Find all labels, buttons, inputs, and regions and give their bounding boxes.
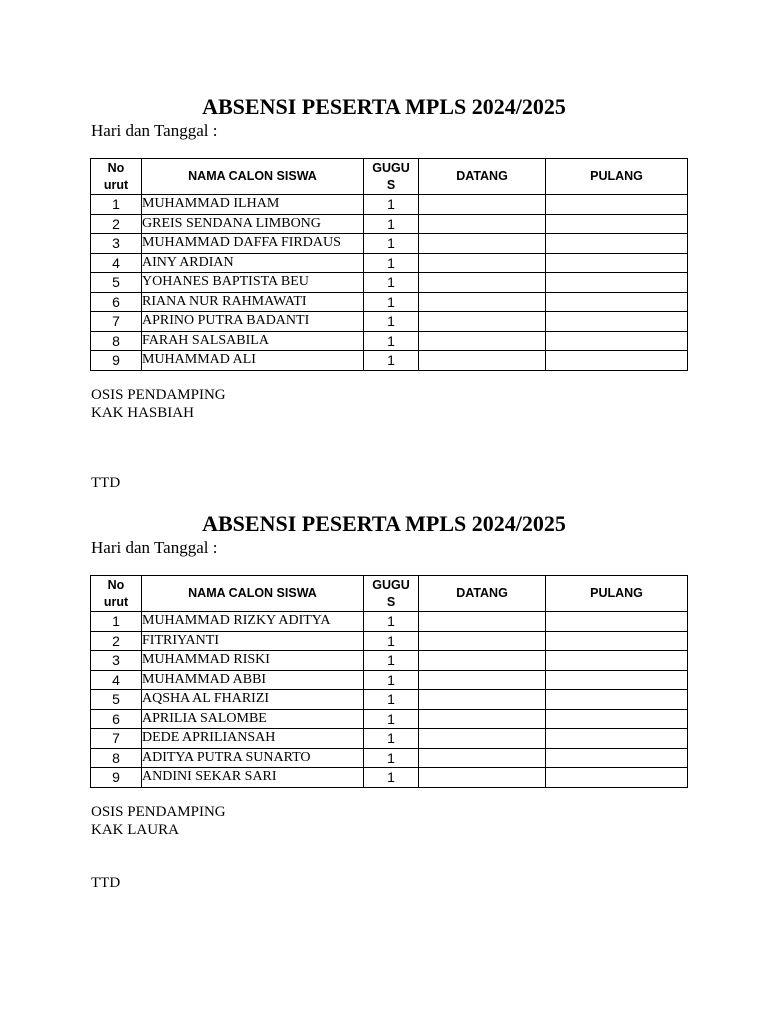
datang-cell[interactable]	[419, 253, 546, 273]
pulang-cell[interactable]	[546, 729, 688, 749]
pulang-cell[interactable]	[546, 690, 688, 710]
row-number: 3	[91, 651, 142, 671]
row-number: 4	[91, 253, 142, 273]
pulang-cell[interactable]	[546, 748, 688, 768]
col-header-datang: DATANG	[419, 576, 546, 612]
student-name: APRINO PUTRA BADANTI	[142, 312, 364, 332]
attendance-table-1	[90, 158, 688, 371]
pulang-cell[interactable]	[546, 312, 688, 332]
table-row	[91, 612, 688, 632]
student-name: ADITYA PUTRA SUNARTO	[142, 748, 364, 768]
pulang-cell[interactable]	[546, 195, 688, 215]
col-header-pulang: PULANG	[546, 159, 688, 195]
gugus-value: 1	[364, 768, 419, 788]
attendance-table-2	[90, 575, 688, 788]
datang-cell[interactable]	[419, 292, 546, 312]
student-name: ANDINI SEKAR SARI	[142, 768, 364, 788]
datang-cell[interactable]	[419, 690, 546, 710]
gugus-value: 1	[364, 670, 419, 690]
table-row	[91, 690, 688, 710]
col-header-datang: DATANG	[419, 159, 546, 195]
student-name: RIANA NUR RAHMAWATI	[142, 292, 364, 312]
datang-cell[interactable]	[419, 768, 546, 788]
gugus-value: 1	[364, 214, 419, 234]
col-header-name: NAMA CALON SISWA	[142, 576, 364, 612]
section-1-date-label: Hari dan Tanggal :	[91, 121, 218, 140]
student-name: APRILIA SALOMBE	[142, 709, 364, 729]
datang-cell[interactable]	[419, 670, 546, 690]
student-name: AINY ARDIAN	[142, 253, 364, 273]
osis-label: OSIS PENDAMPING	[91, 804, 226, 820]
col-header-no: No urut	[91, 576, 142, 612]
gugus-value: 1	[364, 631, 419, 651]
table-header-row	[91, 576, 688, 612]
table-row	[91, 651, 688, 671]
pulang-cell[interactable]	[546, 273, 688, 293]
datang-cell[interactable]	[419, 748, 546, 768]
row-number: 4	[91, 670, 142, 690]
student-name: YOHANES BAPTISTA BEU	[142, 273, 364, 293]
gugus-value: 1	[364, 690, 419, 710]
gugus-value: 1	[364, 331, 419, 351]
student-name: MUHAMMAD ABBI	[142, 670, 364, 690]
row-number: 5	[91, 690, 142, 710]
col-header-name: NAMA CALON SISWA	[142, 159, 364, 195]
datang-cell[interactable]	[419, 214, 546, 234]
section-2-ttd: TTD	[91, 875, 121, 891]
pulang-cell[interactable]	[546, 651, 688, 671]
table-row	[91, 748, 688, 768]
datang-cell[interactable]	[419, 234, 546, 254]
row-number: 7	[91, 312, 142, 332]
gugus-value: 1	[364, 651, 419, 671]
student-name: FITRIYANTI	[142, 631, 364, 651]
row-number: 9	[91, 768, 142, 788]
datang-cell[interactable]	[419, 631, 546, 651]
row-number: 6	[91, 709, 142, 729]
datang-cell[interactable]	[419, 612, 546, 632]
table-row	[91, 729, 688, 749]
gugus-value: 1	[364, 351, 419, 371]
section-1-ttd: TTD	[91, 475, 121, 491]
pulang-cell[interactable]	[546, 234, 688, 254]
gugus-value: 1	[364, 748, 419, 768]
table-row	[91, 709, 688, 729]
gugus-value: 1	[364, 292, 419, 312]
table-row	[91, 768, 688, 788]
row-number: 2	[91, 631, 142, 651]
section-1-title: ABSENSI PESERTA MPLS 2024/2025	[202, 94, 566, 119]
datang-cell[interactable]	[419, 729, 546, 749]
student-name: DEDE APRILIANSAH	[142, 729, 364, 749]
section-1-osis	[91, 386, 226, 422]
pulang-cell[interactable]	[546, 612, 688, 632]
datang-cell[interactable]	[419, 351, 546, 371]
row-number: 6	[91, 292, 142, 312]
table-row	[91, 273, 688, 293]
datang-cell[interactable]	[419, 312, 546, 332]
gugus-value: 1	[364, 253, 419, 273]
datang-cell[interactable]	[419, 331, 546, 351]
row-number: 1	[91, 612, 142, 632]
osis-label: OSIS PENDAMPING	[91, 387, 226, 403]
pulang-cell[interactable]	[546, 214, 688, 234]
pulang-cell[interactable]	[546, 631, 688, 651]
datang-cell[interactable]	[419, 273, 546, 293]
datang-cell[interactable]	[419, 651, 546, 671]
row-number: 2	[91, 214, 142, 234]
row-number: 8	[91, 748, 142, 768]
pulang-cell[interactable]	[546, 670, 688, 690]
gugus-value: 1	[364, 729, 419, 749]
table-header-row	[91, 159, 688, 195]
table-row	[91, 214, 688, 234]
table-row	[91, 631, 688, 651]
section-2-date-label: Hari dan Tanggal :	[91, 538, 218, 557]
student-name: MUHAMMAD ALI	[142, 351, 364, 371]
pulang-cell[interactable]	[546, 331, 688, 351]
row-number: 5	[91, 273, 142, 293]
datang-cell[interactable]	[419, 195, 546, 215]
row-number: 9	[91, 351, 142, 371]
table-row	[91, 292, 688, 312]
col-header-gugus: GUGU S	[364, 159, 419, 195]
gugus-value: 1	[364, 709, 419, 729]
student-name: AQSHA AL FHARIZI	[142, 690, 364, 710]
table-row	[91, 234, 688, 254]
table-row	[91, 253, 688, 273]
gugus-value: 1	[364, 273, 419, 293]
osis-name: KAK LAURA	[91, 822, 179, 838]
pulang-cell[interactable]	[546, 292, 688, 312]
pulang-cell[interactable]	[546, 768, 688, 788]
gugus-value: 1	[364, 612, 419, 632]
gugus-value: 1	[364, 312, 419, 332]
student-name: MUHAMMAD RIZKY ADITYA	[142, 612, 364, 632]
student-name: MUHAMMAD RISKI	[142, 651, 364, 671]
student-name: GREIS SENDANA LIMBONG	[142, 214, 364, 234]
datang-cell[interactable]	[419, 709, 546, 729]
student-name: MUHAMMAD ILHAM	[142, 195, 364, 215]
osis-name: KAK HASBIAH	[91, 405, 194, 421]
section-2-title: ABSENSI PESERTA MPLS 2024/2025	[202, 511, 566, 536]
gugus-value: 1	[364, 234, 419, 254]
col-header-pulang: PULANG	[546, 576, 688, 612]
pulang-cell[interactable]	[546, 253, 688, 273]
table-row	[91, 351, 688, 371]
pulang-cell[interactable]	[546, 709, 688, 729]
row-number: 8	[91, 331, 142, 351]
col-header-gugus: GUGU S	[364, 576, 419, 612]
gugus-value: 1	[364, 195, 419, 215]
student-name: FARAH SALSABILA	[142, 331, 364, 351]
row-number: 7	[91, 729, 142, 749]
table-row	[91, 331, 688, 351]
section-2-osis	[91, 803, 226, 839]
col-header-no: No urut	[91, 159, 142, 195]
table-row	[91, 312, 688, 332]
row-number: 1	[91, 195, 142, 215]
student-name: MUHAMMAD DAFFA FIRDAUS	[142, 234, 364, 254]
row-number: 3	[91, 234, 142, 254]
table-row	[91, 670, 688, 690]
table-row	[91, 195, 688, 215]
pulang-cell[interactable]	[546, 351, 688, 371]
